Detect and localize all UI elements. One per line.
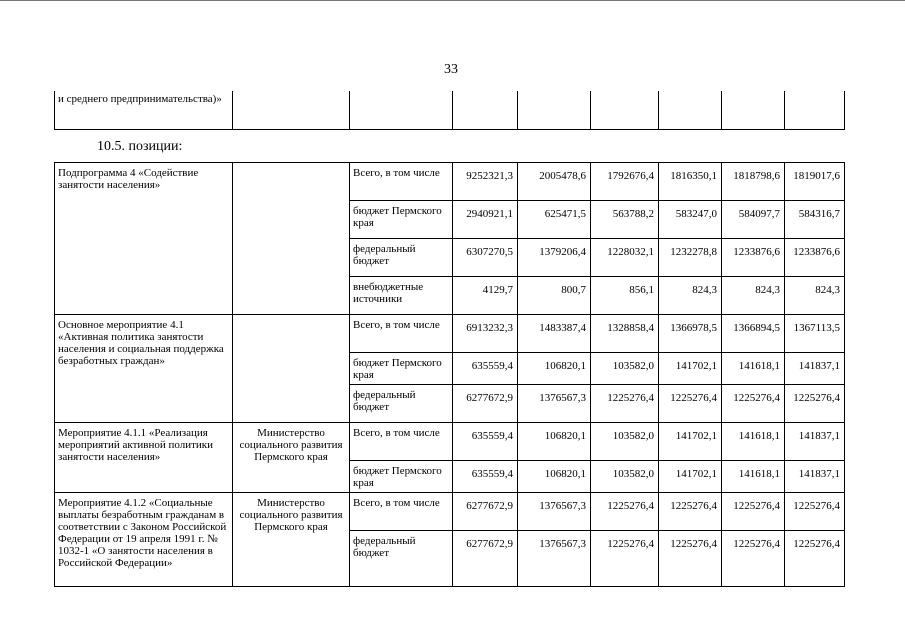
amount-cell: 103582,0 (591, 353, 659, 385)
amount-cell: 106820,1 (518, 353, 591, 385)
amount-cell: 800,7 (518, 277, 591, 315)
amount-cell: 824,3 (722, 277, 785, 315)
amount-cell: 1818798,6 (722, 163, 785, 201)
amount-cell: 6913232,3 (453, 315, 518, 353)
table-row (55, 315, 845, 353)
funding-source: внебюджетные источники (350, 277, 453, 315)
amount-cell: 1233876,6 (785, 239, 845, 277)
amount-cell: 824,3 (659, 277, 722, 315)
amount-cell: 856,1 (591, 277, 659, 315)
amount-cell: 2005478,6 (518, 163, 591, 201)
executor: Министерство социального развития Пермского края (233, 493, 350, 587)
amount-cell: 141837,1 (785, 423, 845, 461)
amount-cell: 141702,1 (659, 353, 722, 385)
amount-cell: 1225276,4 (659, 493, 722, 531)
amount-cell: 103582,0 (591, 461, 659, 493)
page-top-border (0, 0, 905, 1)
amount-cell: 1225276,4 (659, 531, 722, 587)
amount-cell: 1225276,4 (785, 493, 845, 531)
top-fragment-text: и среднего предпринимательства)» (55, 91, 233, 129)
amount-cell: 141618,1 (722, 423, 785, 461)
amount-cell: 1225276,4 (659, 385, 722, 423)
amount-cell: 2940921,1 (453, 201, 518, 239)
amount-cell: 1328858,4 (591, 315, 659, 353)
amount-cell: 1376567,3 (518, 493, 591, 531)
amount-cell: 1232278,8 (659, 239, 722, 277)
amount-cell: 141702,1 (659, 461, 722, 493)
funding-source: Всего, в том числе (350, 315, 453, 353)
amount-cell: 563788,2 (591, 201, 659, 239)
amount-cell: 6307270,5 (453, 239, 518, 277)
table-row (55, 493, 845, 531)
amount-cell: 824,3 (785, 277, 845, 315)
amount-cell: 1225276,4 (785, 531, 845, 587)
amount-cell: 103582,0 (591, 423, 659, 461)
funding-source: Всего, в том числе (350, 423, 453, 461)
amount-cell: 141837,1 (785, 353, 845, 385)
amount-cell: 583247,0 (659, 201, 722, 239)
amount-cell: 6277672,9 (453, 385, 518, 423)
amount-cell: 1233876,6 (722, 239, 785, 277)
budget-table (54, 162, 845, 587)
executor (233, 315, 350, 423)
program-name: Мероприятие 4.1.2 «Социальные выплаты безработным гражданам в соответствии с Законом Российской Федерации от 19 апреля 1991 г. № 1032-1 «О занятости населения в Российской Федерации» (55, 493, 233, 587)
amount-cell: 1225276,4 (591, 493, 659, 531)
amount-cell: 1376567,3 (518, 531, 591, 587)
funding-source: Всего, в том числе (350, 493, 453, 531)
amount-cell: 141837,1 (785, 461, 845, 493)
amount-cell: 1225276,4 (722, 493, 785, 531)
amount-cell: 625471,5 (518, 201, 591, 239)
amount-cell: 1225276,4 (722, 531, 785, 587)
amount-cell: 1225276,4 (785, 385, 845, 423)
executor (233, 163, 350, 315)
amount-cell: 635559,4 (453, 423, 518, 461)
amount-cell: 1376567,3 (518, 385, 591, 423)
continuation-table (54, 91, 845, 130)
amount-cell: 6277672,9 (453, 531, 518, 587)
amount-cell: 1816350,1 (659, 163, 722, 201)
amount-cell: 584097,7 (722, 201, 785, 239)
executor: Министерство социального развития Пермского края (233, 423, 350, 493)
amount-cell: 1379206,4 (518, 239, 591, 277)
program-name: Основное мероприятие 4.1 «Активная политика занятости населения и социальная поддержка безработных граждан» (55, 315, 233, 423)
amount-cell: 106820,1 (518, 461, 591, 493)
amount-cell: 1819017,6 (785, 163, 845, 201)
funding-source: федеральный бюджет (350, 531, 453, 587)
amount-cell: 141618,1 (722, 353, 785, 385)
amount-cell: 635559,4 (453, 353, 518, 385)
amount-cell: 1225276,4 (722, 385, 785, 423)
funding-source: бюджет Пермского края (350, 201, 453, 239)
amount-cell: 141618,1 (722, 461, 785, 493)
amount-cell: 1483387,4 (518, 315, 591, 353)
amount-cell: 1367113,5 (785, 315, 845, 353)
funding-source: бюджет Пермского края (350, 461, 453, 493)
amount-cell: 6277672,9 (453, 493, 518, 531)
section-heading: 10.5. позиции: (97, 139, 183, 154)
amount-cell: 584316,7 (785, 201, 845, 239)
amount-cell: 635559,4 (453, 461, 518, 493)
program-name: Подпрограмма 4 «Содействие занятости населения» (55, 163, 233, 315)
amount-cell: 4129,7 (453, 277, 518, 315)
amount-cell: 141702,1 (659, 423, 722, 461)
table-row (55, 163, 845, 201)
program-name: Мероприятие 4.1.1 «Реализация мероприятий активной политики занятости населения» (55, 423, 233, 493)
amount-cell: 1225276,4 (591, 385, 659, 423)
amount-cell: 106820,1 (518, 423, 591, 461)
funding-source: федеральный бюджет (350, 239, 453, 277)
amount-cell: 1366894,5 (722, 315, 785, 353)
funding-source: бюджет Пермского края (350, 353, 453, 385)
amount-cell: 1366978,5 (659, 315, 722, 353)
page-number: 33 (444, 62, 458, 77)
table-row (55, 423, 845, 461)
amount-cell: 1228032,1 (591, 239, 659, 277)
funding-source: федеральный бюджет (350, 385, 453, 423)
funding-source: Всего, в том числе (350, 163, 453, 201)
amount-cell: 1792676,4 (591, 163, 659, 201)
amount-cell: 1225276,4 (591, 531, 659, 587)
amount-cell: 9252321,3 (453, 163, 518, 201)
